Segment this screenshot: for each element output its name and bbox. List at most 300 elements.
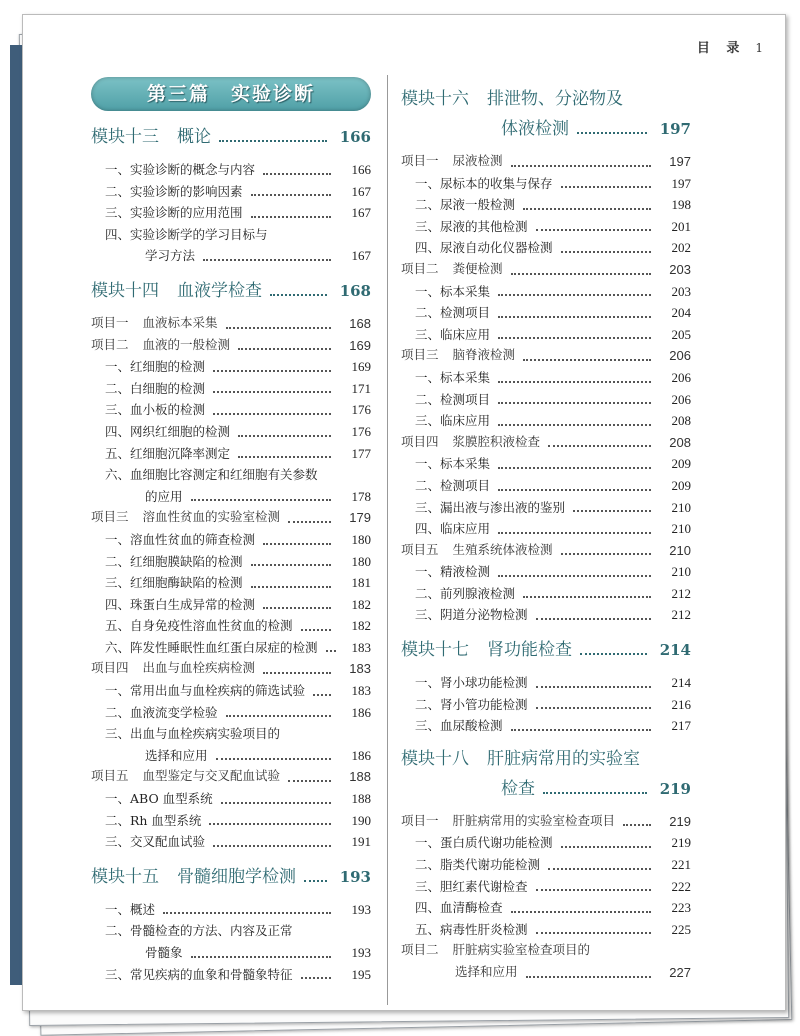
dot-leader <box>523 208 651 210</box>
entry-label <box>415 389 490 411</box>
entry-label <box>415 715 503 737</box>
dot-leader <box>163 912 331 914</box>
project-number: 项目二 <box>401 943 439 958</box>
entry-label <box>415 497 565 519</box>
entry-label <box>105 421 230 443</box>
header-page-number: 1 <box>755 41 763 55</box>
entry-label <box>401 540 553 562</box>
toc-item[interactable] <box>401 919 691 941</box>
page-number: 212 <box>671 585 691 601</box>
dot-leader <box>313 694 331 696</box>
item-title: 三、临床应用 <box>415 326 491 342</box>
module-entry[interactable] <box>91 123 371 151</box>
book-spine <box>10 45 22 985</box>
entry-label <box>415 832 553 854</box>
page-number: 217 <box>671 718 691 734</box>
dot-leader <box>288 780 331 782</box>
page-number: 183 <box>349 661 371 677</box>
item-title-cont: 的应用 <box>145 488 183 504</box>
toc-item[interactable] <box>401 672 691 694</box>
page-header <box>697 37 763 56</box>
dot-leader <box>523 359 651 361</box>
project-title: 浆膜腔积液检查 <box>452 434 541 449</box>
entry-label <box>415 694 528 716</box>
item-title: 三、阴道分泌物检测 <box>415 607 528 623</box>
page-number: 183 <box>351 683 371 699</box>
dot-leader <box>548 868 651 870</box>
toc-item[interactable] <box>91 723 371 745</box>
module-title: 骨髓细胞学检测 <box>177 866 296 887</box>
entry-label <box>415 854 540 876</box>
toc-item[interactable] <box>91 202 371 224</box>
entry-label <box>415 583 515 605</box>
toc-item[interactable] <box>401 497 691 519</box>
toc-item[interactable] <box>401 237 691 259</box>
module-heading <box>401 745 691 773</box>
dot-leader <box>498 424 651 426</box>
page-number: 168 <box>349 315 371 331</box>
toc-item[interactable] <box>401 281 691 303</box>
page-number: 206 <box>669 348 691 364</box>
entry-label <box>105 702 218 724</box>
page-number: 182 <box>351 596 371 612</box>
project-entry[interactable] <box>401 259 691 281</box>
item-title: 一、尿标本的收集与保存 <box>415 175 553 191</box>
module-entry[interactable] <box>91 863 371 891</box>
toc-item[interactable] <box>91 356 371 378</box>
item-title: 一、标本采集 <box>415 456 491 472</box>
item-title: 三、交叉配血试验 <box>105 834 206 850</box>
page-number: 205 <box>671 326 691 342</box>
dot-leader <box>209 823 331 825</box>
page-number: 166 <box>339 128 371 146</box>
project-entry[interactable] <box>91 766 371 788</box>
dot-leader <box>191 956 331 958</box>
dot-leader <box>561 251 651 253</box>
toc-item-cont[interactable] <box>91 942 371 964</box>
dot-leader <box>238 456 331 458</box>
entry-label <box>105 964 293 986</box>
dot-leader <box>221 802 331 804</box>
page-number: 204 <box>671 305 691 321</box>
toc-item[interactable] <box>401 475 691 497</box>
dot-leader <box>498 489 651 491</box>
module-title-cont: 体液检测 <box>501 119 569 139</box>
dot-leader <box>263 607 331 609</box>
toc-item[interactable] <box>401 410 691 432</box>
item-title: 一、标本采集 <box>415 283 491 299</box>
toc-item[interactable] <box>91 443 371 465</box>
project-number: 项目五 <box>401 542 439 557</box>
project-entry-cont[interactable] <box>401 962 691 984</box>
toc-item-cont[interactable] <box>91 745 371 767</box>
page-number: 180 <box>351 553 371 569</box>
dot-leader <box>498 316 651 318</box>
dot-leader <box>213 413 331 415</box>
project-entry[interactable] <box>91 658 371 680</box>
toc-item[interactable] <box>91 529 371 551</box>
toc-item[interactable] <box>401 518 691 540</box>
dot-leader <box>203 259 331 261</box>
module-number: 模块十七 <box>401 640 469 661</box>
page-number: 183 <box>351 639 371 655</box>
project-title: 血液标本采集 <box>142 315 218 330</box>
module-entry[interactable] <box>401 775 691 803</box>
project-title: 生殖系统体液检测 <box>452 542 553 557</box>
item-title: 二、骨髓检查的方法、内容及正常 <box>105 923 293 939</box>
project-title: 尿液检测 <box>452 154 503 168</box>
dot-leader <box>226 327 331 329</box>
project-title: 肝脏病实验室检查项目的 <box>452 943 591 958</box>
toc-item[interactable] <box>401 194 691 216</box>
page-number: 219 <box>671 835 691 851</box>
toc-item[interactable] <box>91 680 371 702</box>
project-entry[interactable] <box>401 811 691 833</box>
dot-leader <box>251 564 331 566</box>
project-entry[interactable] <box>91 313 371 335</box>
item-title: 一、蛋白质代谢功能检测 <box>415 835 553 851</box>
entry-label <box>415 518 490 540</box>
page-number: 203 <box>671 283 691 299</box>
item-title: 二、血液流变学检验 <box>105 704 218 720</box>
entry-label <box>105 572 243 594</box>
toc-item[interactable] <box>91 159 371 181</box>
entry-label <box>105 831 205 853</box>
item-title: 一、概述 <box>105 901 156 917</box>
project-entry[interactable] <box>91 507 371 529</box>
item-title-cont: 选择和应用 <box>145 747 208 763</box>
entry-label <box>105 399 205 421</box>
page-number: 171 <box>351 380 371 396</box>
item-title: 三、实验诊断的应用范围 <box>105 205 243 221</box>
page-number: 193 <box>351 945 371 960</box>
header-title: 目 录 <box>696 41 746 56</box>
dot-leader <box>213 391 331 393</box>
module-number: 模块十六 <box>401 89 469 109</box>
page-number: 208 <box>669 434 691 450</box>
toc-item[interactable] <box>401 216 691 238</box>
page-number: 219 <box>669 813 691 829</box>
entry-label <box>401 811 615 833</box>
project-entry[interactable] <box>401 151 691 173</box>
item-title: 一、实验诊断的概念与内容 <box>105 162 256 177</box>
toc-item[interactable] <box>91 788 371 810</box>
toc-item[interactable] <box>91 378 371 400</box>
entry-label <box>105 899 155 921</box>
page-number: 202 <box>671 240 691 256</box>
entry-label <box>105 356 205 378</box>
page-number: 186 <box>351 747 371 763</box>
toc-item[interactable] <box>401 694 691 716</box>
entry-label <box>145 745 208 767</box>
item-title: 一、溶血性贫血的筛查检测 <box>105 531 256 547</box>
page-number: 210 <box>671 521 691 537</box>
entry-label <box>105 551 243 573</box>
module-number: 模块十四 <box>91 280 159 301</box>
dot-leader <box>561 186 651 188</box>
dot-leader <box>511 911 651 913</box>
toc-item[interactable] <box>91 810 371 832</box>
entry-label <box>105 202 243 224</box>
entry-label <box>455 962 518 984</box>
item-title: 四、珠蛋白生成异常的检测 <box>105 596 256 612</box>
dot-leader <box>498 532 651 534</box>
dot-leader <box>251 194 331 196</box>
dot-leader <box>548 445 651 447</box>
dot-leader <box>301 629 331 631</box>
toc-item[interactable] <box>91 594 371 616</box>
page-number: 188 <box>351 791 371 807</box>
entry-label <box>91 313 218 335</box>
entry-label <box>415 453 490 475</box>
dot-leader <box>577 132 647 134</box>
project-title: 粪便检测 <box>452 261 503 276</box>
page-number: 195 <box>351 966 371 982</box>
item-title: 二、前列腺液检测 <box>415 585 516 601</box>
dot-leader <box>498 294 651 296</box>
module-entry[interactable] <box>401 115 691 143</box>
module-heading <box>401 85 691 113</box>
entry-label <box>415 919 528 941</box>
project-entry[interactable] <box>401 540 691 562</box>
page-number: 216 <box>671 696 691 712</box>
page-number: 219 <box>659 779 691 798</box>
toc-item[interactable] <box>91 399 371 421</box>
entry-label <box>91 658 255 680</box>
project-entry[interactable] <box>401 432 691 454</box>
entry-label <box>401 940 590 962</box>
entry-label <box>501 775 535 803</box>
entry-label <box>105 615 293 637</box>
page-number: 201 <box>671 218 691 234</box>
project-entry[interactable] <box>91 335 371 357</box>
toc-right-column <box>401 77 691 984</box>
dot-leader <box>251 216 331 218</box>
page-number: 214 <box>659 641 691 660</box>
project-number: 项目四 <box>91 661 129 676</box>
project-entry[interactable] <box>401 940 691 962</box>
entry-label <box>401 432 540 454</box>
dot-leader <box>498 381 651 383</box>
project-title: 溶血性贫血的实验室检测 <box>142 510 281 525</box>
entry-label <box>415 876 528 898</box>
item-title: 四、实验诊断学的学习目标与 <box>105 226 268 242</box>
entry-label <box>105 788 213 810</box>
dot-leader <box>580 653 647 655</box>
entry-label <box>415 194 515 216</box>
dot-leader <box>536 686 651 688</box>
item-title: 二、脂类代谢功能检测 <box>415 857 541 873</box>
page-number: 193 <box>339 867 371 886</box>
toc-item[interactable] <box>401 832 691 854</box>
dot-leader <box>238 435 331 437</box>
entry-label <box>105 810 201 832</box>
module-title-cont: 检查 <box>501 778 535 799</box>
dot-leader <box>304 880 327 882</box>
toc-item[interactable] <box>91 572 371 594</box>
toc-item[interactable] <box>91 637 371 659</box>
project-title: 脑脊液检测 <box>452 348 516 363</box>
page-number: 221 <box>671 857 691 873</box>
dot-leader <box>213 370 331 372</box>
module-title: 血液学检查 <box>177 280 262 301</box>
item-title: 三、红细胞酶缺陷的检测 <box>105 575 243 591</box>
page-number: 203 <box>669 261 691 277</box>
toc-item[interactable] <box>91 920 371 942</box>
toc-item[interactable] <box>91 964 371 986</box>
module-entry[interactable] <box>91 277 371 305</box>
dot-leader <box>251 586 331 588</box>
part-banner: 第三篇 实验诊断 <box>91 77 371 111</box>
item-title: 四、网织红细胞的检测 <box>105 423 231 439</box>
page-number: 209 <box>671 456 691 472</box>
page-number: 180 <box>351 531 371 547</box>
item-title: 一、ABO 血型系统 <box>105 791 213 807</box>
dot-leader <box>511 165 651 167</box>
toc-item[interactable] <box>401 302 691 324</box>
dot-leader <box>573 510 651 512</box>
entry-label <box>415 216 528 238</box>
item-title: 二、肾小管功能检测 <box>415 696 528 712</box>
toc-item[interactable] <box>91 702 371 724</box>
entry-label <box>401 259 503 281</box>
module-title: 肾功能检查 <box>487 640 572 661</box>
toc-item[interactable] <box>91 831 371 853</box>
project-number: 项目三 <box>401 348 439 363</box>
entry-label <box>401 345 515 367</box>
toc-item[interactable] <box>401 324 691 346</box>
toc-item[interactable] <box>401 897 691 919</box>
toc-item[interactable] <box>91 224 371 246</box>
dot-leader <box>238 348 331 350</box>
toc-item-cont[interactable] <box>91 486 371 508</box>
toc-item[interactable] <box>91 615 371 637</box>
toc-item[interactable] <box>401 173 691 195</box>
item-title: 二、Rh 血型系统 <box>105 812 202 828</box>
page-number: 177 <box>351 445 371 461</box>
item-title: 四、尿液自动化仪器检测 <box>415 240 553 256</box>
page-number: 212 <box>671 607 691 623</box>
page-number: 182 <box>351 618 371 634</box>
item-title: 一、红细胞的检测 <box>105 359 206 375</box>
item-title: 四、临床应用 <box>415 521 491 537</box>
toc-item-cont[interactable] <box>91 245 371 267</box>
toc-item[interactable] <box>91 421 371 443</box>
page-number: 168 <box>339 281 371 300</box>
toc-item[interactable] <box>401 876 691 898</box>
dot-leader <box>536 618 651 620</box>
item-title: 二、红细胞膜缺陷的检测 <box>105 553 243 569</box>
page-number: 181 <box>351 575 371 591</box>
entry-label <box>91 123 211 151</box>
page-number: 190 <box>351 812 371 828</box>
item-title: 五、红细胞沉降率测定 <box>105 445 231 461</box>
entry-label <box>415 367 490 389</box>
module-number: 模块十五 <box>91 866 159 887</box>
page-number: 186 <box>351 704 371 720</box>
toc-page <box>22 14 786 1011</box>
entry-label <box>105 680 305 702</box>
toc-item[interactable] <box>91 551 371 573</box>
page-number: 208 <box>671 413 691 429</box>
entry-label <box>105 181 243 203</box>
dot-leader <box>288 521 331 523</box>
item-title: 三、尿液的其他检测 <box>415 218 528 234</box>
toc-item[interactable] <box>91 899 371 921</box>
dot-leader <box>263 672 331 674</box>
project-number: 项目四 <box>401 434 439 449</box>
entry-label <box>145 942 183 964</box>
project-number: 项目二 <box>91 337 129 352</box>
entry-label <box>415 604 528 626</box>
page-number: 178 <box>351 488 371 504</box>
page-number: 176 <box>351 402 371 418</box>
page-number: 197 <box>669 154 691 169</box>
module-entry[interactable] <box>401 636 691 664</box>
module-number: 模块十三 <box>91 127 159 147</box>
item-title: 二、白细胞的检测 <box>105 380 206 396</box>
item-title: 五、自身免疫性溶血性贫血的检测 <box>105 618 293 634</box>
entry-label <box>415 324 490 346</box>
dot-leader <box>536 229 651 231</box>
toc-item[interactable] <box>401 367 691 389</box>
toc-item[interactable] <box>401 604 691 626</box>
page-number: 227 <box>669 965 691 980</box>
page-number: 176 <box>351 423 371 439</box>
item-title: 五、病毒性肝炎检测 <box>415 921 528 937</box>
toc-item[interactable] <box>401 854 691 876</box>
project-number: 项目三 <box>91 510 129 525</box>
dot-leader <box>219 140 327 142</box>
toc-item[interactable] <box>91 464 371 486</box>
module-title: 概论 <box>177 127 211 147</box>
toc-item[interactable] <box>401 561 691 583</box>
item-title: 四、血清酶检查 <box>415 900 503 916</box>
project-title: 出血与血栓疾病检测 <box>142 661 256 676</box>
item-title: 三、漏出液与渗出液的鉴别 <box>415 499 566 515</box>
dot-leader <box>498 575 651 577</box>
page-number: 167 <box>351 248 371 264</box>
dot-leader <box>536 889 651 891</box>
page-number: 188 <box>349 769 371 785</box>
toc-item[interactable] <box>91 181 371 203</box>
item-title-cont: 骨髓象 <box>145 945 183 960</box>
module-title: 肝脏病常用的实验室 <box>487 748 640 769</box>
dot-leader <box>536 932 651 934</box>
toc-item[interactable] <box>401 583 691 605</box>
dot-leader <box>263 173 331 175</box>
page-number: 206 <box>671 369 691 385</box>
item-title: 二、尿液一般检测 <box>415 197 516 213</box>
dot-leader <box>623 824 651 826</box>
item-title: 一、精液检测 <box>415 564 491 580</box>
entry-label <box>415 173 553 195</box>
module-title: 排泄物、分泌物及 <box>487 89 623 109</box>
module-number: 模块十八 <box>401 748 469 769</box>
toc-item[interactable] <box>401 453 691 475</box>
toc-item[interactable] <box>401 715 691 737</box>
item-title: 六、血细胞比容测定和红细胞有关参数 <box>105 467 318 483</box>
item-title: 二、检测项目 <box>415 477 491 493</box>
dot-leader <box>561 846 651 848</box>
project-entry[interactable] <box>401 345 691 367</box>
entry-label <box>501 115 569 143</box>
entry-label <box>105 637 318 659</box>
entry-label <box>105 378 205 400</box>
page-number: 166 <box>351 162 371 177</box>
page-number: 198 <box>671 197 691 213</box>
toc-item[interactable] <box>401 389 691 411</box>
